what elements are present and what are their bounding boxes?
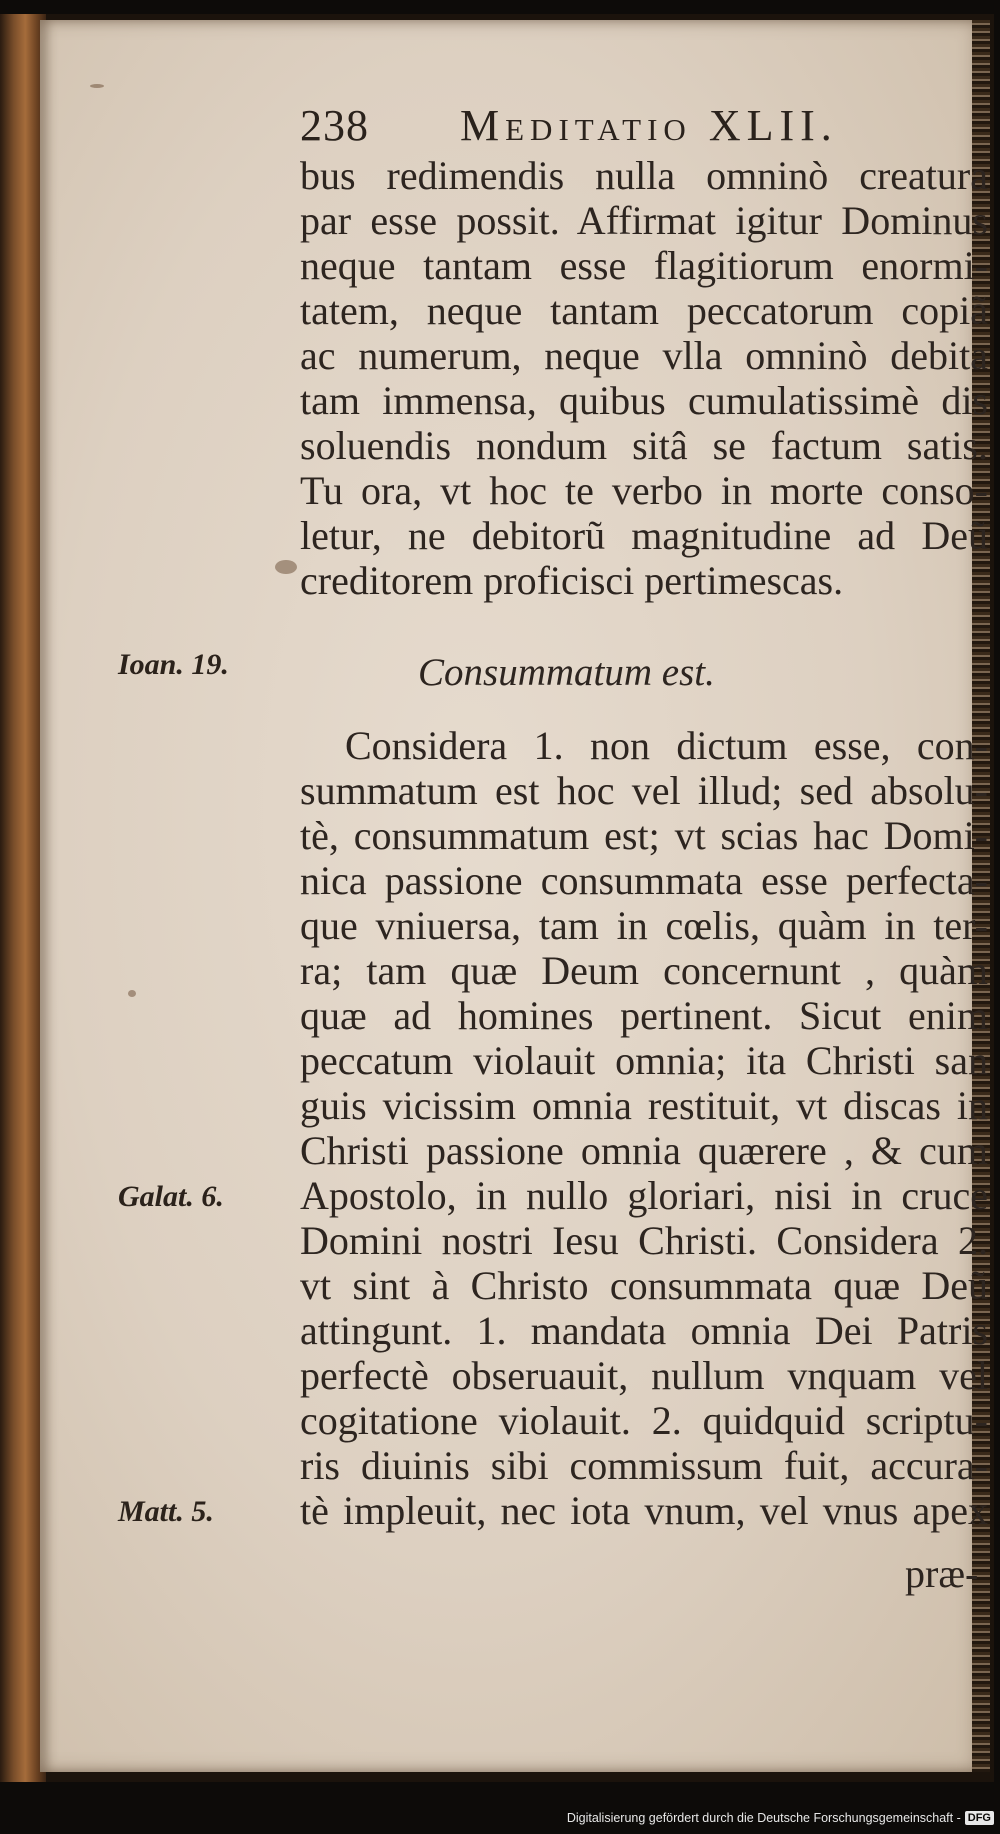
text-line: bus redimendis nulla omninò creatura xyxy=(300,153,988,198)
text-line: tam immensa, quibus cumulatissimè dis xyxy=(300,378,988,423)
text-line: Tu ora, vt hoc te verbo in morte conso- xyxy=(300,468,988,513)
text-line: guis vicissim omnia restituit, vt discas in xyxy=(300,1083,988,1128)
text-line: summatum est hoc vel illud; sed absolu- xyxy=(300,768,988,813)
text-line: creditorem proficisci pertimescas. xyxy=(300,558,844,603)
text-line: que vniuersa, tam in cœlis, quàm in ter- xyxy=(300,903,988,948)
text-line: ra; tam quæ Deum concernunt , quàm xyxy=(300,948,988,993)
text-line: soluendis nondum sitâ se factum satis. xyxy=(300,423,988,468)
margin-note-ioan: Ioan. 19. xyxy=(118,648,229,681)
text-line: par esse possit. Affirmat igitur Dominus xyxy=(300,198,988,243)
text-line: Domini nostri Iesu Christi. Considera 2. xyxy=(300,1218,988,1263)
ink-spot xyxy=(275,560,297,574)
text-line: tè, consummatum est; vt scias hac Domi- xyxy=(300,813,988,858)
text-line: letur, ne debitorũ magnitudine ad Deũ xyxy=(300,513,988,558)
dfg-logo: DFG xyxy=(965,1811,994,1825)
text-line: Considera 1. non dictum esse, con- xyxy=(345,723,988,768)
text-line: peccatum violauit omnia; ita Christi san xyxy=(300,1038,988,1083)
catchword: præ- xyxy=(905,1551,979,1596)
page-number: 238 xyxy=(300,101,369,150)
text-line: Apostolo, in nullo gloriari, nisi in cruce xyxy=(300,1173,988,1218)
digitization-credit xyxy=(567,1808,994,1828)
ink-spot xyxy=(90,84,104,88)
text-line: quæ ad homines pertinent. Sicut enim xyxy=(300,993,988,1038)
text-line: neque tantam esse flagitiorum enormi- xyxy=(300,243,988,288)
text-line: attingunt. 1. mandata omnia Dei Patris xyxy=(300,1308,988,1353)
text-line: ac numerum, neque vlla omninò debita xyxy=(300,333,988,378)
text-line: Christi passione omnia quærere , & cum xyxy=(300,1128,988,1173)
margin-note-matt: Matt. 5. xyxy=(118,1495,214,1528)
text-line: ris diuinis sibi commissum fuit, accura- xyxy=(300,1443,988,1488)
margin-note-galat: Galat. 6. xyxy=(118,1180,224,1213)
text-line: nica passione consummata esse perfecta- xyxy=(300,858,988,903)
text-line: tatem, neque tantam peccatorum copiã xyxy=(300,288,988,333)
section-heading: Consummatum est. xyxy=(418,651,715,694)
text-line: perfectè obseruauit, nullum vnquam vel xyxy=(300,1353,988,1398)
text-line: cogitatione violauit. 2. quidquid scriptu- xyxy=(300,1398,988,1443)
credit-text: Digitalisierung gefördert durch die Deutsche Forschungsgemeinschaft - xyxy=(566,1811,961,1825)
ink-spot xyxy=(128,990,136,997)
text-line: vt sint à Christo consummata quæ Deũ xyxy=(300,1263,988,1308)
text-line: tè impleuit, nec iota vnum, vel vnus apex xyxy=(300,1488,988,1533)
running-head-title: Meditatio XLII. xyxy=(460,101,838,150)
